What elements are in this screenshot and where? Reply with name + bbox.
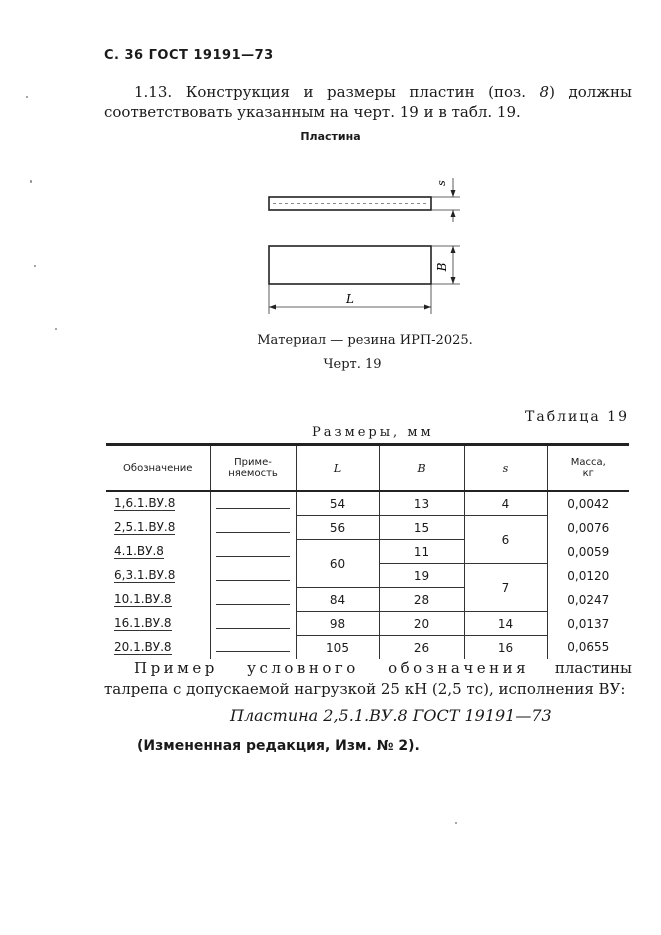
scan-speck [30, 180, 32, 183]
scan-speck [55, 328, 57, 330]
cell-designation: 16.1.ВУ.8 [114, 616, 172, 630]
dim-s-label: s [435, 180, 448, 186]
cell-designation: 4.1.ВУ.8 [114, 544, 164, 558]
clause-text-start: 1.13. Конструкция и размеры пластин (поз. [134, 83, 540, 101]
cell-designation: 2,5.1.ВУ.8 [114, 520, 176, 534]
cell-b: 20 [379, 612, 464, 636]
cell-b: 11 [379, 540, 464, 564]
table-row [106, 540, 629, 564]
table-row [106, 491, 629, 516]
clause-text-end: ) должны соответствовать указанным на черт. 19 и в табл. 19. [104, 83, 632, 121]
figure-title: Пластина [300, 130, 361, 143]
cell-applicability [210, 636, 296, 660]
plate-plan-view [269, 246, 431, 284]
cell-mass: 0,0059 [547, 540, 629, 564]
designation-example: Пластина 2,5.1.ВУ.8 ГОСТ 19191—73 [230, 706, 552, 725]
col-l: L [296, 445, 379, 492]
col-mass-line2: кг [582, 468, 594, 479]
cell-applicability [210, 564, 296, 588]
cell-designation: 1,6.1.ВУ.8 [114, 496, 176, 511]
page-header: С. 36 ГОСТ 19191—73 [104, 48, 274, 63]
cell-s: 14 [464, 612, 547, 636]
cell-l: 98 [296, 612, 379, 636]
cell-l: 84 [296, 588, 379, 612]
cell-s: 6 [464, 516, 547, 564]
col-b: B [379, 445, 464, 492]
cell-mass: 0,0655 [547, 636, 629, 660]
cell-applicability [210, 516, 296, 540]
table-row [106, 612, 629, 636]
material-note: Материал — резина ИРП-2025. [257, 333, 473, 348]
s-arrow-bottom [451, 210, 456, 217]
cell-l: 105 [296, 636, 379, 660]
cell-mass: 0,0076 [547, 516, 629, 540]
col-mass-line1: Масса, [570, 457, 606, 468]
cell-b: 15 [379, 516, 464, 540]
example-heading: Пример условного обозначения [134, 659, 530, 677]
cell-mass: 0,0120 [547, 564, 629, 588]
cell-applicability [210, 612, 296, 636]
cell-s: 16 [464, 636, 547, 660]
b-arrow-top [451, 246, 456, 253]
cell-applicability [210, 588, 296, 612]
dim-b-label: B [435, 262, 449, 272]
cell-applicability [210, 491, 296, 516]
col-s: s [464, 445, 547, 492]
cell-applicability [210, 540, 296, 564]
example-body: пластины талрепа с допускаемой нагрузкой 25 кН (2,5 тс), исполнения ВУ: [104, 659, 632, 698]
b-arrow-bottom [451, 277, 456, 284]
col-applicability-line2: няемость [228, 468, 278, 479]
l-arrow-right [424, 305, 431, 310]
cell-l: 56 [296, 516, 379, 540]
scan-speck [26, 96, 28, 98]
cell-designation: 20.1.ВУ.8 [114, 639, 172, 654]
l-arrow-left [269, 305, 276, 310]
s-arrow-top [451, 190, 456, 197]
table-header-row [106, 445, 629, 492]
scan-speck [34, 265, 36, 267]
drawing-caption: Черт. 19 [323, 357, 382, 372]
table-row [106, 588, 629, 612]
col-mass [547, 445, 629, 492]
table-caption: Таблица 19 [525, 409, 629, 425]
cell-s: 7 [464, 564, 547, 612]
scan-speck [455, 822, 457, 824]
cell-b: 13 [379, 491, 464, 516]
col-applicability [210, 445, 296, 492]
cell-b: 26 [379, 636, 464, 660]
clause-position-number: 8 [539, 83, 550, 101]
cell-designation: 6,3.1.ВУ.8 [114, 568, 176, 582]
table-row [106, 636, 629, 660]
designation-example-text [104, 658, 632, 700]
cell-mass: 0,0247 [547, 588, 629, 612]
cell-b: 28 [379, 588, 464, 612]
cell-mass: 0,0137 [547, 612, 629, 636]
revision-note: (Измененная редакция, Изм. № 2). [137, 738, 420, 754]
col-designation: Обозначение [106, 445, 210, 492]
clause-1-13 [104, 82, 632, 122]
cell-l: 60 [296, 540, 379, 588]
cell-l: 54 [296, 491, 379, 516]
dim-l-label: L [346, 292, 354, 306]
cell-s: 4 [464, 491, 547, 516]
cell-mass: 0,0042 [547, 491, 629, 516]
cell-designation: 10.1.ВУ.8 [114, 592, 172, 606]
plate-drawing [255, 168, 470, 318]
table-row [106, 516, 629, 540]
sizes-label: Размеры, мм [312, 425, 434, 440]
col-applicability-line1: Приме- [234, 457, 272, 468]
cell-b: 19 [379, 564, 464, 588]
dimensions-table [106, 443, 629, 659]
